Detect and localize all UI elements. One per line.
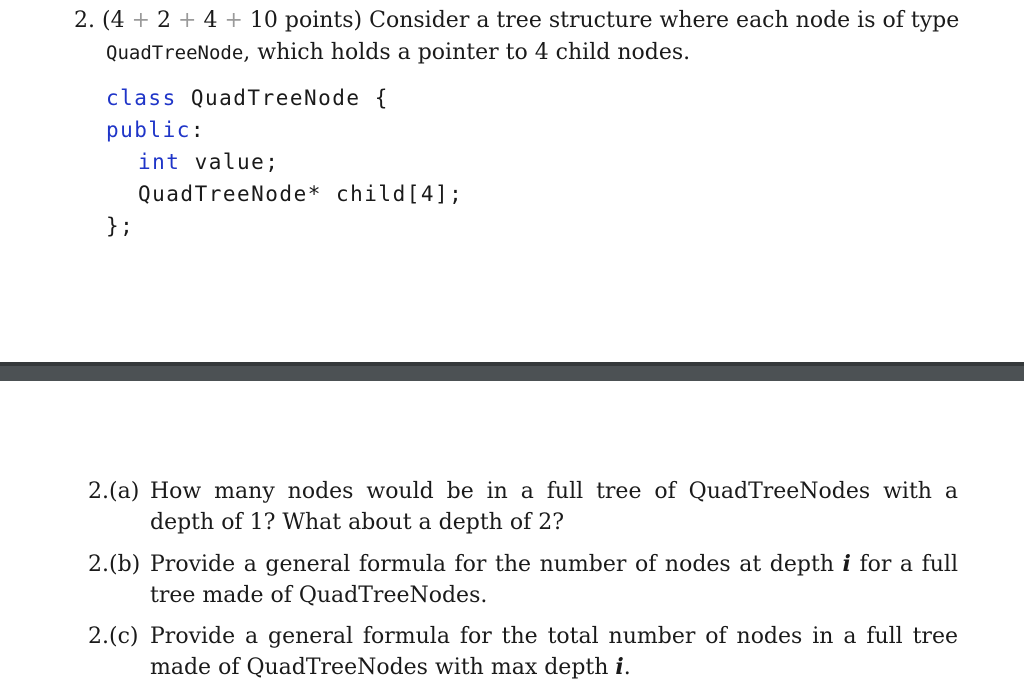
code-text: QuadTreeNode* child[4];	[138, 182, 464, 206]
problem-statement-line-1	[74, 6, 959, 36]
keyword-class: class	[106, 86, 177, 110]
code-listing	[106, 82, 463, 242]
divider-highlight	[0, 362, 1024, 366]
problem-text-1: Consider a tree structure where each node is of type	[369, 8, 960, 33]
subquestion-c	[88, 621, 958, 683]
problem-statement-line-2	[106, 38, 690, 68]
code-line-3	[106, 146, 463, 178]
variable-i: i	[842, 551, 851, 577]
keyword-int: int	[138, 150, 181, 174]
text-after: .	[623, 655, 631, 680]
points-3: 4	[203, 8, 218, 33]
subquestion-text	[150, 549, 958, 611]
points-open: (4	[102, 8, 125, 33]
subquestion-b	[88, 549, 958, 611]
variable-i: i	[615, 654, 624, 680]
text-before: Provide a general formula for the total number of nodes in a full tree made of QuadTreeNodes with max depth	[150, 624, 958, 680]
plus-sign: +	[178, 8, 197, 33]
class-name-inline: QuadTreeNode	[106, 42, 244, 64]
section-divider	[0, 362, 1024, 381]
code-text: value;	[180, 150, 280, 174]
text-before: Provide a general formula for the number of nodes at depth	[150, 552, 843, 577]
code-text: };	[106, 214, 135, 238]
code-line-2	[106, 114, 463, 146]
text-after: for a full tree made of QuadTreeNodes.	[150, 552, 958, 608]
subquestion-text	[150, 621, 958, 683]
code-line-5	[106, 210, 463, 242]
subquestion-label: 2.(a)	[88, 479, 140, 504]
subquestion-label: 2.(b)	[88, 552, 141, 577]
code-text: :	[190, 118, 206, 142]
points-2: 2	[157, 8, 172, 33]
problem-number: 2.	[74, 8, 95, 33]
subquestion-label: 2.(c)	[88, 624, 139, 649]
plus-sign: +	[131, 8, 151, 33]
code-line-1	[106, 82, 463, 114]
problem-text-2: , which holds a pointer to 4 child nodes.	[243, 40, 691, 65]
subquestion-text: How many nodes would be in a full tree of QuadTreeNodes with a depth of 1? What about a depth of 2?	[150, 479, 958, 535]
points-4: 10 points)	[249, 8, 363, 33]
keyword-public: public	[106, 118, 191, 142]
plus-sign: +	[224, 8, 243, 33]
code-text: QuadTreeNode {	[176, 86, 389, 110]
subquestion-a	[88, 476, 958, 538]
code-line-4	[106, 178, 463, 210]
